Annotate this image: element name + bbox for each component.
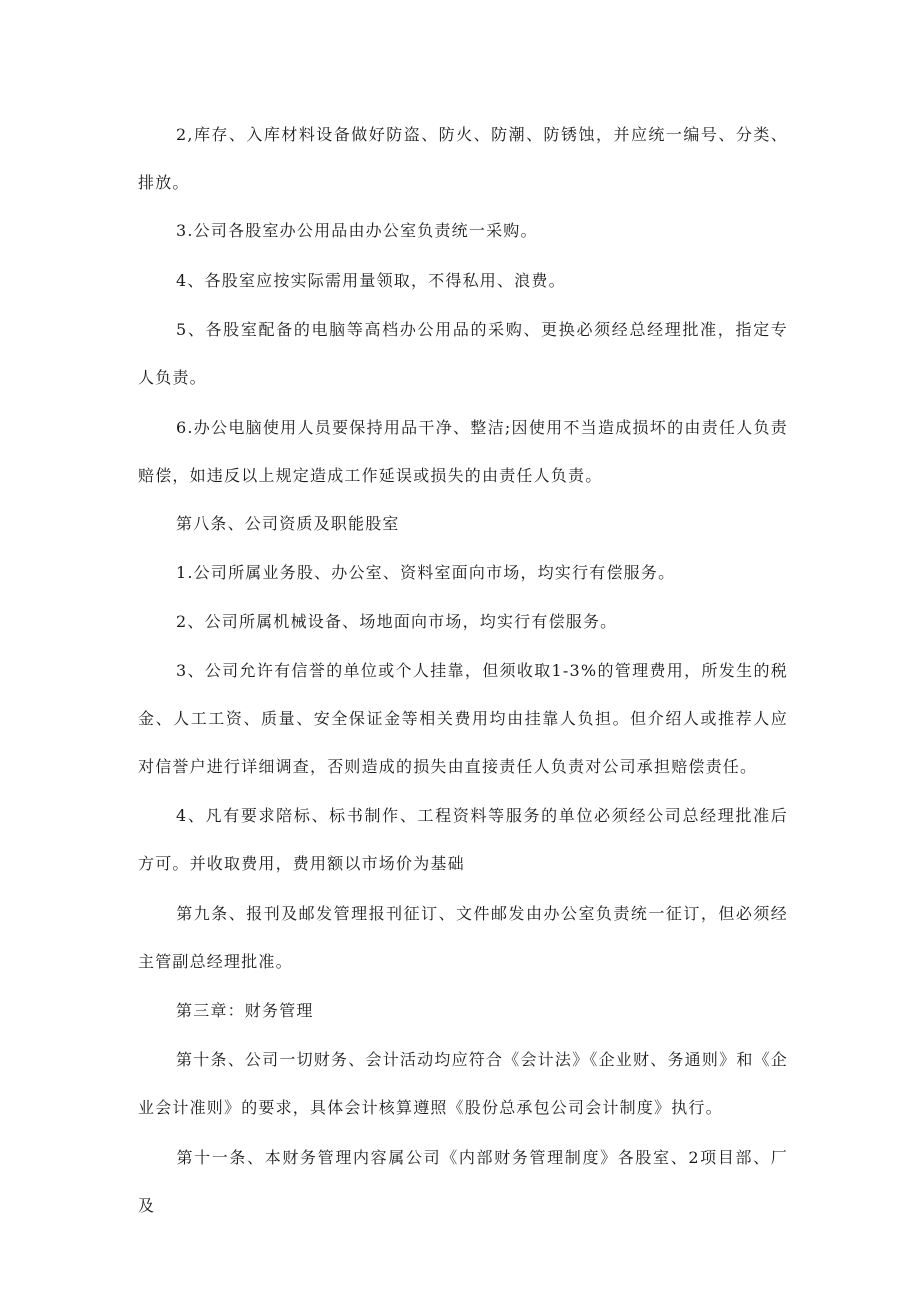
paragraph-bidding-services bbox=[138, 792, 788, 888]
paragraph-business-units bbox=[138, 549, 788, 597]
paragraph-text: 第八条、公司资质及职能股室 bbox=[176, 514, 400, 533]
paragraph-text: 4、各股室应按实际需用量领取，不得私用、浪费。 bbox=[176, 271, 566, 290]
paragraph-machinery bbox=[138, 598, 788, 646]
paragraph-text: 第十条、公司一切财务、会计活动均应符合《会计法》《企业财、务通则》和《企业会计准则》的要求，具体会计核算遵照《股份总承包公司会计制度》执行。 bbox=[138, 1050, 788, 1117]
paragraph-text: 5、各股室配备的电脑等高档办公用品的采购、更换必须经总经理批准，指定专人负责。 bbox=[138, 320, 788, 387]
section-heading-article-8 bbox=[138, 500, 788, 548]
paragraph-text: 第十一条、本财务管理内容属公司《内部财务管理制度》各股室、2项目部、厂及 bbox=[138, 1148, 788, 1215]
paragraph-text: 第三章：财务管理 bbox=[176, 1001, 314, 1020]
paragraph-text: 2、公司所属机械设备、场地面向市场，均实行有偿服务。 bbox=[176, 612, 618, 631]
paragraph-text: 3.公司各股室办公用品由办公室负责统一采购。 bbox=[176, 221, 538, 240]
chapter-heading-finance bbox=[138, 987, 788, 1035]
paragraph-text: 3、公司允许有信誉的单位或个人挂靠，但须收取1-3%的管理费用，所发生的税金、人工工资、质量、安全保证金等相关费用均由挂靠人负担。但介绍人或推荐人应对信誉户进行详细调查，否则造成的损失由直接责任人负责对公司承担赔偿责任。 bbox=[138, 661, 788, 776]
paragraph-office-supplies bbox=[138, 207, 788, 255]
paragraph-text: 2,库存、入库材料设备做好防盗、防火、防潮、防锈蚀，并应统一编号、分类、排放。 bbox=[138, 125, 788, 192]
paragraph-computer-users bbox=[138, 404, 788, 500]
paragraph-text: 6.办公电脑使用人员要保持用品干净、整洁;因使用不当造成损坏的由责任人负责赔偿，如违反以上规定造成工作延误或损失的由责任人负责。 bbox=[138, 418, 788, 485]
paragraph-text: 4、凡有要求陪标、标书制作、工程资料等服务的单位必须经公司总经理批准后方可。并收取费用，费用额以市场价为基础 bbox=[138, 806, 788, 873]
paragraph-computers bbox=[138, 306, 788, 402]
paragraph-usage bbox=[138, 257, 788, 305]
paragraph-article-11 bbox=[138, 1134, 788, 1230]
paragraph-article-10 bbox=[138, 1036, 788, 1132]
paragraph-affiliation bbox=[138, 647, 788, 791]
paragraph-text: 1.公司所属业务股、办公室、资料室面向市场，均实行有偿服务。 bbox=[176, 563, 676, 582]
paragraph-article-9 bbox=[138, 890, 788, 986]
paragraph-inventory bbox=[138, 111, 788, 207]
paragraph-text: 第九条、报刊及邮发管理报刊征订、文件邮发由办公室负责统一征订，但必须经主管副总经理批准。 bbox=[138, 904, 788, 971]
